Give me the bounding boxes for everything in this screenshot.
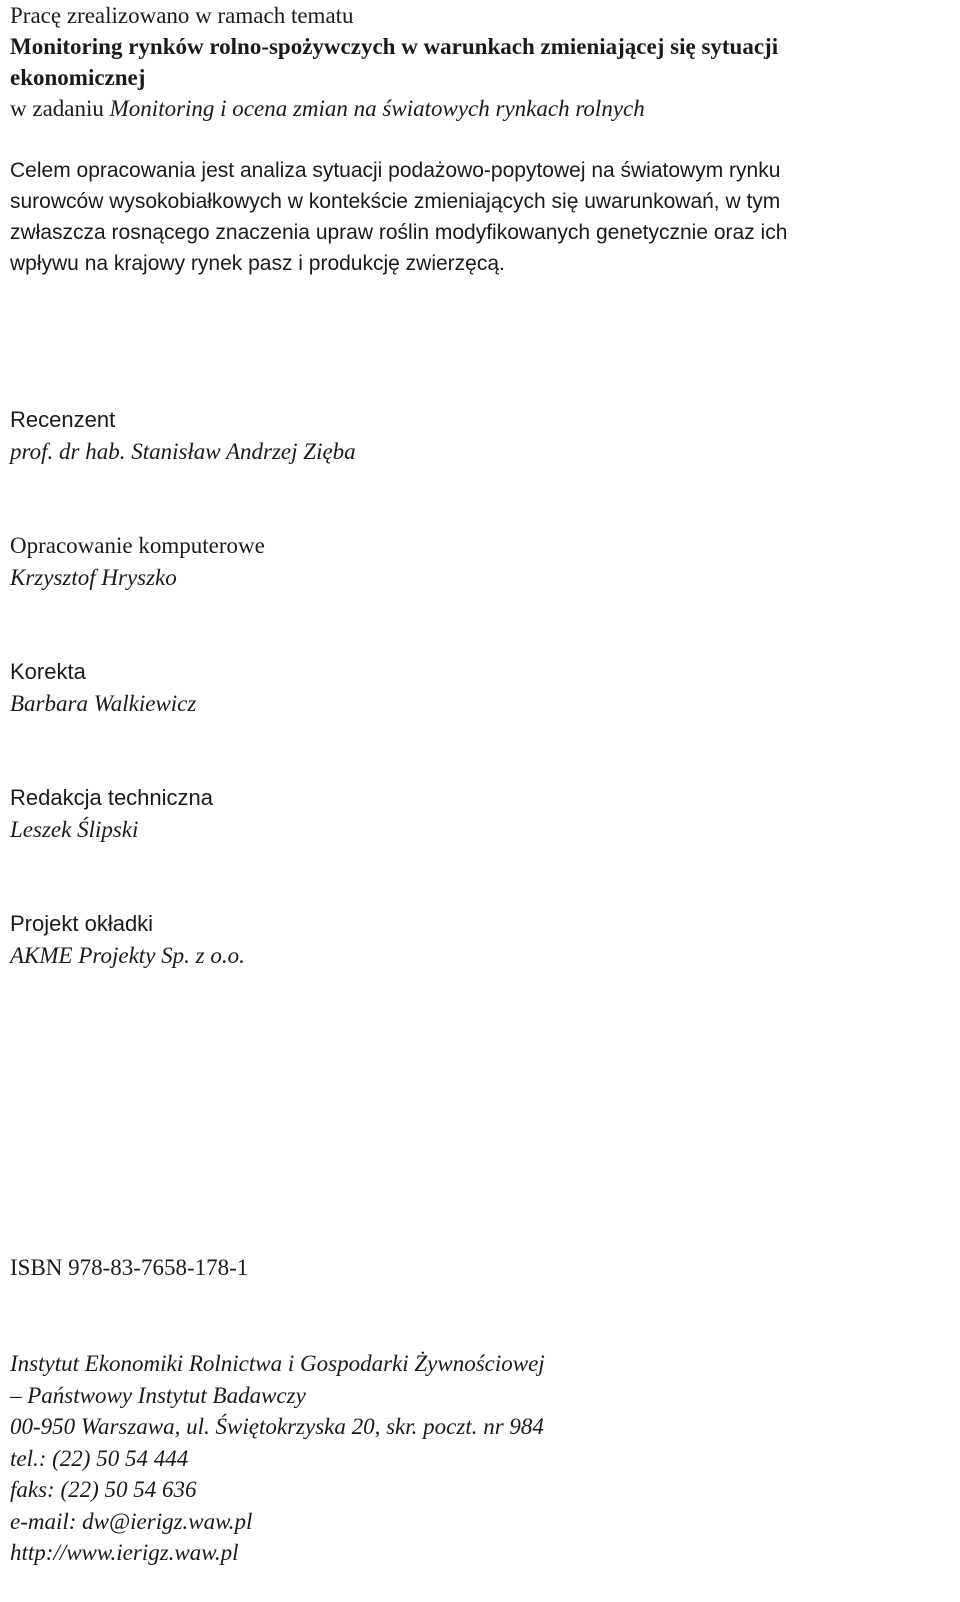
intro-block [10,0,778,124]
credit-name: AKME Projekty Sp. z o.o. [10,943,245,968]
purpose-line: Celem opracowania jest analiza sytuacji podażowo-popytowej na światowym rynku [10,159,781,182]
purpose-line: zwłaszcza rosnącego znaczenia upraw roślin modyfikowanych genetycznie oraz ich [10,221,788,244]
publisher-line: – Państwowy Instytut Badawczy [10,1382,306,1408]
publisher-block [10,1348,545,1569]
publisher-address: 00-950 Warszawa, ul. Świętokrzyska 20, skr. poczt. nr 984 [10,1414,544,1439]
credit-label: Opracowanie komputerowe [10,533,265,558]
purpose-line: wpływu na krajowy rynek pasz i produkcję zwierzęcą. [10,252,505,275]
task-title: Monitoring i ocena zmian na światowych rynkach rolnych [109,96,645,121]
isbn: ISBN 978-83-7658-178-1 [10,1255,249,1280]
publisher-fax: faks: (22) 50 54 636 [10,1477,197,1502]
credit-label: Projekt okładki [10,911,154,936]
credit-name: Barbara Walkiewicz [10,691,197,716]
credit-cover [10,908,245,972]
topic-title-line-2: ekonomicznej [10,65,146,90]
intro-line: Pracę zrealizowano w ramach tematu [10,3,354,28]
publisher-website: http://www.ierigz.waw.pl [10,1540,239,1565]
publisher-phone: tel.: (22) 50 54 444 [10,1445,189,1471]
publisher-email: e-mail: dw@ierigz.waw.pl [10,1508,253,1534]
credit-label: Recenzent [10,407,116,432]
credit-reviewer [10,404,356,468]
credit-proofreading [10,656,196,720]
purpose-block [10,155,787,279]
task-prefix: w zadaniu [10,96,110,121]
topic-title-line-1: Monitoring rynków rolno-spożywczych w warunkach zmieniającej się sytuacji [10,34,779,59]
credit-computer [10,530,265,594]
publisher-line: Instytut Ekonomiki Rolnictwa i Gospodarki Żywnościowej [10,1351,545,1376]
credit-name: Krzysztof Hryszko [10,565,177,590]
credit-label: Redakcja techniczna [10,785,214,810]
credit-name: prof. dr hab. Stanisław Andrzej Zięba [10,439,356,464]
credit-label: Korekta [10,659,86,684]
credit-technical [10,782,213,846]
credit-name: Leszek Ślipski [10,817,139,842]
task-line [10,93,778,124]
purpose-line: surowców wysokobiałkowych w kontekście zmieniających się uwarunkowań, w tym [10,190,781,213]
